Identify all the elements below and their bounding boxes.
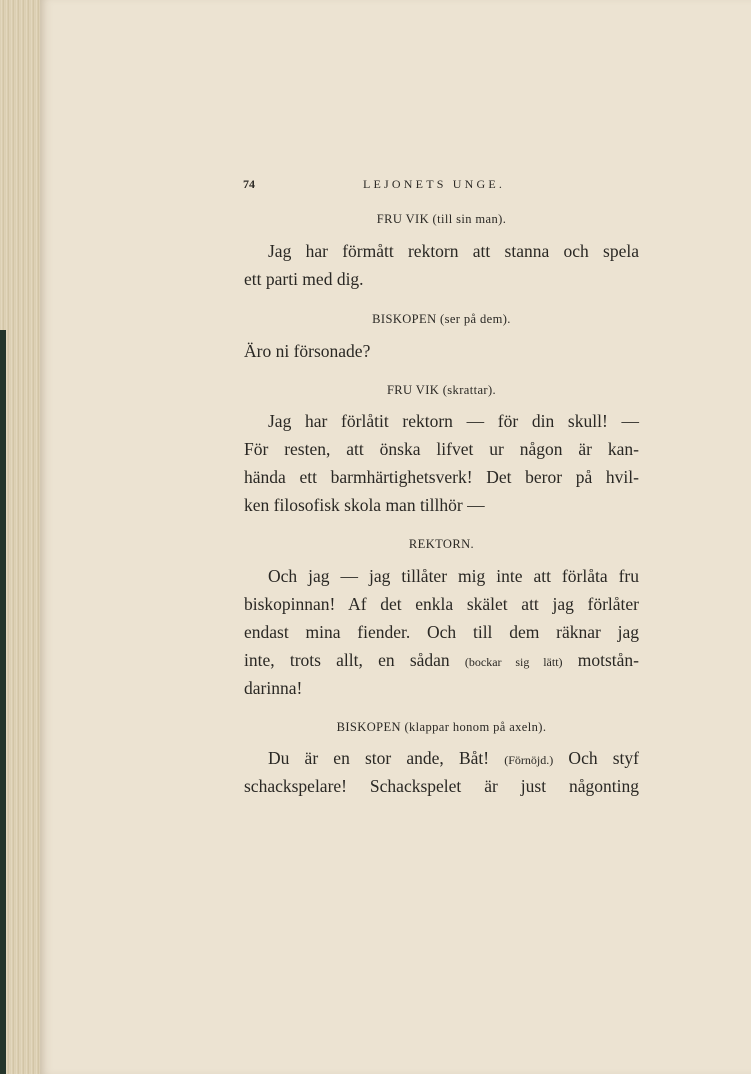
text-line: endast mina fiender. Och till dem räknar jag xyxy=(244,622,639,642)
speaker-rektorn: REKTORN. xyxy=(408,537,475,551)
text-segment: motstån- xyxy=(562,650,639,670)
text-segment: Och styf xyxy=(553,748,639,768)
running-title: LEJONETS UNGE. xyxy=(363,177,506,191)
text-line: hända ett barmhärtighetsverk! Det beror på hvil- xyxy=(244,467,639,487)
text-line: Och jag — jag tillåter mig inte att förlåta fru xyxy=(268,566,639,586)
book-spine xyxy=(0,330,6,1074)
text-line-with-stage-direction xyxy=(244,650,639,671)
text-segment: Du är en stor ande, Båt! xyxy=(268,748,505,768)
text-segment: inte, trots allt, en sådan xyxy=(244,650,465,670)
text-line: ett parti med dig. xyxy=(244,269,364,289)
text-line: biskopinnan! Af det enkla skälet att jag förlåter xyxy=(244,594,639,614)
text-line: Äro ni försonade? xyxy=(244,341,371,361)
text-line: För resten, att önska lifvet ur någon är kan- xyxy=(244,439,639,459)
text-line: ken filosofisk skola man tillhör — xyxy=(244,495,485,515)
stage-direction: (bockar sig lätt) xyxy=(464,655,563,669)
speaker-biskopen-1: BISKOPEN (ser på dem). xyxy=(372,312,511,326)
speaker-fru-vik-1: FRU VIK (till sin man). xyxy=(376,212,507,226)
speaker-fru-vik-2: FRU VIK (skrattar). xyxy=(386,383,497,397)
stage-direction: (Förnöjd.) xyxy=(504,753,554,767)
page-number: 74 xyxy=(243,177,255,191)
page-header xyxy=(243,177,638,195)
speaker-biskopen-2: BISKOPEN (klappar honom på axeln). xyxy=(336,720,547,734)
text-line: darinna! xyxy=(244,678,303,698)
text-line: schackspelare! Schackspelet är just någonting xyxy=(244,776,639,796)
text-line: Jag har förmått rektorn att stanna och spela xyxy=(268,241,639,261)
text-line: Jag har förlåtit rektorn — för din skull! — xyxy=(268,411,639,431)
text-line-with-stage-direction xyxy=(244,748,639,769)
